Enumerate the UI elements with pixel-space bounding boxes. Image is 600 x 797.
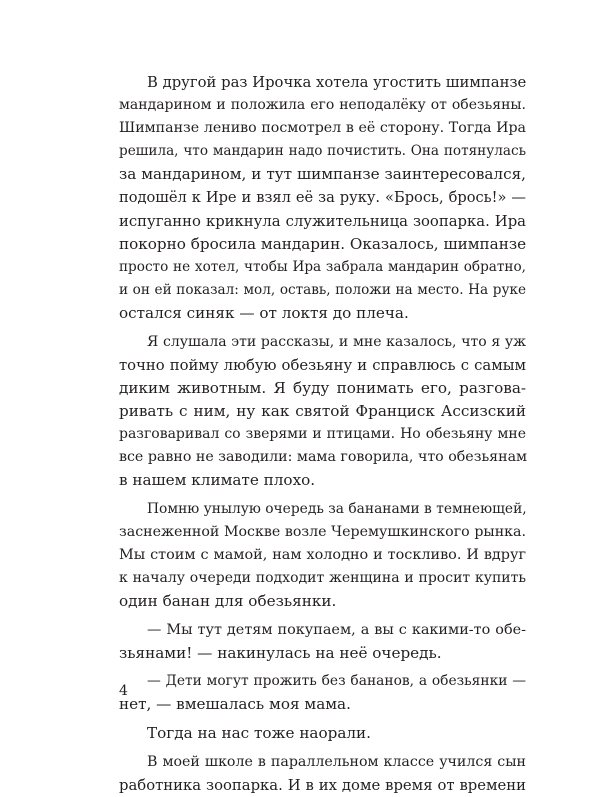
text-line: — Мы тут детям покупаем, а вы с какими-то обе- bbox=[147, 621, 526, 638]
text-line: к началу очереди подходит женщина и просит купить bbox=[119, 569, 526, 586]
text-line: решила, что мандарин надо почистить. Она потянулась bbox=[119, 143, 526, 160]
body-text bbox=[119, 71, 526, 797]
text-line: работника зоопарка. И в их доме время от времени bbox=[119, 776, 526, 794]
paragraph bbox=[119, 498, 526, 613]
paragraph bbox=[119, 619, 526, 665]
text-line: точно пойму любую обезьяну и справлюсь с самым bbox=[119, 356, 526, 374]
paragraph bbox=[119, 331, 526, 493]
text-line: испуганно крикнула служительница зоопарка. Ира bbox=[119, 212, 526, 230]
text-line: остался синяк — от локтя до плеча. bbox=[119, 303, 409, 322]
text-line: Мы стоим с мамой, нам холодно и тоскливо. И вдруг bbox=[119, 546, 526, 563]
text-line: все равно не заводили: мама говорила, что обезьянам bbox=[119, 449, 528, 465]
text-line: просто не хотел, чтобы Ира забрала мандарин обратно, bbox=[119, 258, 526, 275]
text-line: ривать с ним, ну как святой Франциск Ассизский bbox=[119, 401, 526, 420]
page-number: 4 bbox=[119, 683, 128, 699]
paragraph bbox=[119, 751, 526, 797]
paragraph bbox=[119, 722, 526, 745]
text-line: диким животным. Я буду понимать его, разгова- bbox=[119, 378, 526, 397]
text-line: разговаривал со зверями и птицами. Но обезьяну мне bbox=[119, 425, 526, 442]
text-line: Шимпанзе лениво посмотрел в её сторону. Тогда Ира bbox=[119, 120, 526, 137]
text-line: зьянами! — накинулась на неё очередь. bbox=[119, 643, 442, 662]
paragraph bbox=[119, 670, 526, 716]
text-line: за мандарином, и тут шимпанзе заинтересовался, bbox=[119, 165, 526, 184]
paragraph bbox=[119, 71, 526, 325]
text-line: Я слушала эти рассказы, и мне казалось, что я уж bbox=[147, 333, 526, 350]
text-line: один банан для обезьянки. bbox=[119, 592, 337, 611]
text-line: мандарином и положила его неподалёку от обезьяны. bbox=[119, 97, 526, 114]
text-line: и он ей показал: мол, оставь, положи на место. На руке bbox=[119, 281, 526, 298]
text-line: покорно бросила мандарин. Оказалось, шимпанзе bbox=[119, 234, 527, 253]
text-line: нет, — вмешалась моя мама. bbox=[119, 695, 351, 714]
text-line: заснеженной Москве возле Черемушкинского рынка. bbox=[119, 523, 526, 540]
text-line: В другой раз Ирочка хотела угостить шимпанзе bbox=[147, 74, 527, 91]
text-line: Тогда на нас тоже наорали. bbox=[147, 724, 372, 743]
text-line: В моей школе в параллельном классе учился сын bbox=[147, 753, 526, 770]
text-line: Помню унылую очередь за бананами в темнеющей, bbox=[147, 500, 527, 517]
text-line: — Дети могут прожить без бананов, а обезьянки — bbox=[147, 673, 526, 690]
text-line: в нашем климате плохо. bbox=[119, 471, 316, 490]
text-line: подошёл к Ире и взял её за руку. «Брось, брось!» — bbox=[119, 189, 526, 207]
